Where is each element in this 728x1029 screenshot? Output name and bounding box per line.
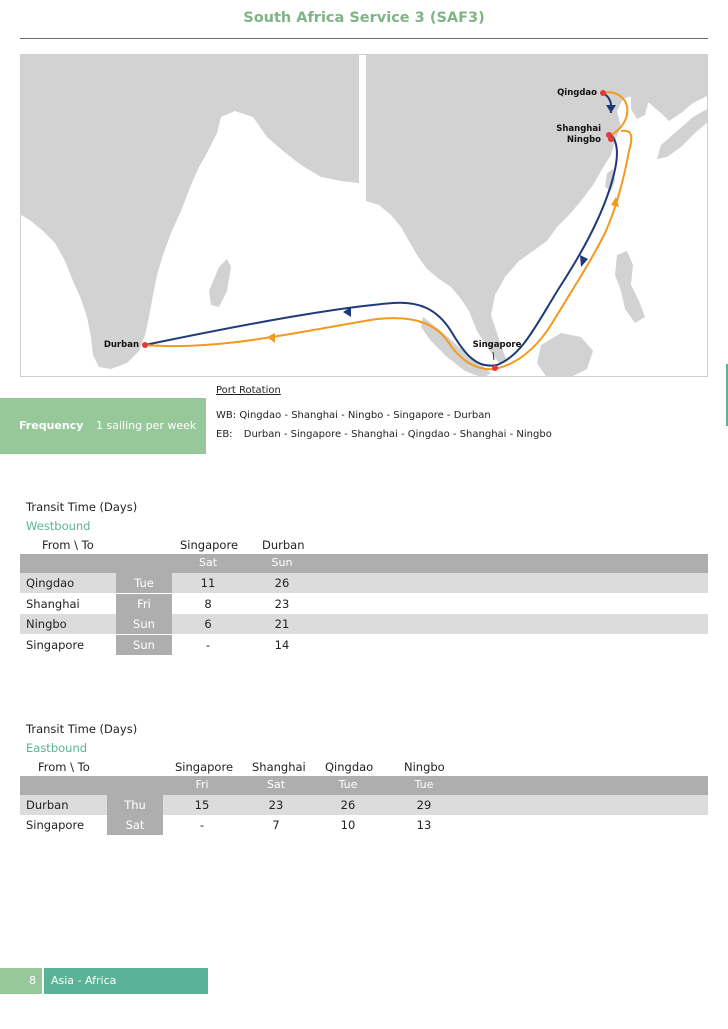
origin-port: Ningbo (26, 617, 67, 631)
transit-days: 21 (274, 617, 290, 631)
eastbound-dest-header-2: Shanghai (252, 760, 306, 774)
eastbound-code: EB: (216, 429, 233, 440)
transit-days: 14 (274, 638, 290, 652)
origin-day: Sat (107, 815, 163, 835)
transit-days: 8 (204, 597, 212, 611)
transit-days: 23 (274, 597, 290, 611)
port-dot-singapore (492, 365, 498, 371)
eastbound-dest-day-2: Sat (266, 778, 286, 791)
transit-days: 23 (268, 798, 284, 812)
westbound-dest-day-1: Sat (198, 556, 218, 569)
port-dot-durban (142, 342, 148, 348)
westbound-direction-label: Westbound (26, 519, 91, 533)
route-map-svg (21, 55, 708, 377)
origin-day: Sun (116, 635, 172, 655)
eastbound-rotation: Durban - Singapore - Shanghai - Qingdao - Shanghai - Ningbo (243, 429, 552, 440)
transit-days: - (199, 818, 205, 832)
origin-port: Qingdao (26, 576, 75, 590)
frequency-label: Frequency (19, 419, 84, 432)
transit-days: 15 (194, 798, 210, 812)
title-divider (20, 38, 708, 39)
table-row (20, 635, 708, 655)
westbound-dest-header-1: Singapore (180, 538, 239, 552)
port-rotation-eastbound (216, 429, 552, 440)
origin-day: Thu (107, 795, 163, 815)
eastbound-dest-day-4: Tue (414, 778, 434, 791)
origin-port: Singapore (26, 818, 85, 832)
philippines-landmass (615, 251, 645, 323)
port-label-qingdao: Qingdao (557, 88, 597, 98)
transit-days: 26 (340, 798, 356, 812)
borneo-landmass (537, 333, 593, 377)
origin-day: Fri (116, 594, 172, 614)
eastbound-dest-day-1: Fri (195, 778, 209, 791)
table-row (20, 614, 708, 634)
origin-port: Singapore (26, 638, 85, 652)
port-rotation-westbound (216, 410, 491, 421)
origin-port: Durban (26, 798, 69, 812)
asia-landmass (366, 55, 708, 363)
eastbound-dest-header-3: Qingdao (325, 760, 374, 774)
port-rotation-heading: Port Rotation (216, 385, 281, 396)
port-label-ningbo: Ningbo (566, 135, 601, 145)
transit-days: 10 (340, 818, 356, 832)
africa-landmass (21, 55, 359, 369)
transit-days: 11 (200, 576, 216, 590)
transit-days: 7 (272, 818, 280, 832)
table-row (20, 815, 708, 835)
madagascar-landmass (209, 259, 231, 307)
table-row (20, 594, 708, 614)
page-number: 8 (0, 968, 42, 994)
origin-day: Tue (116, 573, 172, 593)
westbound-dest-day-2: Sun (271, 556, 293, 569)
port-label-shanghai: Shanghai (556, 124, 601, 134)
port-label-durban: Durban (103, 340, 139, 350)
port-dot-qingdao (600, 90, 606, 96)
footer-section-label: Asia - Africa (44, 968, 208, 994)
eastbound-dest-day-3: Tue (338, 778, 358, 791)
port-label-singapore: Singapore (472, 340, 522, 350)
port-dot-ningbo (608, 136, 614, 142)
frequency-box (0, 398, 206, 454)
table-row (20, 573, 708, 593)
westbound-code: WB: (216, 410, 237, 421)
origin-day: Sun (116, 614, 172, 634)
westbound-transit-title: Transit Time (Days) (26, 500, 138, 514)
eastbound-direction-label: Eastbound (26, 741, 88, 755)
eastbound-transit-title: Transit Time (Days) (26, 722, 138, 736)
transit-days: - (205, 638, 211, 652)
transit-days: 29 (416, 798, 432, 812)
eastbound-from-to-header: From \ To (38, 760, 90, 774)
table-row (20, 795, 708, 815)
page-title: South Africa Service 3 (SAF3) (243, 10, 485, 26)
westbound-rotation: Qingdao - Shanghai - Ningbo - Singapore - Durban (239, 410, 491, 421)
eastbound-dest-header-4: Ningbo (404, 760, 445, 774)
origin-port: Shanghai (26, 597, 80, 611)
transit-days: 13 (416, 818, 432, 832)
route-map (20, 54, 708, 377)
transit-days: 6 (204, 617, 212, 631)
westbound-from-to-header: From \ To (42, 538, 94, 552)
frequency-value: 1 sailing per week (96, 419, 197, 432)
eastbound-dest-day-row (20, 776, 708, 795)
westbound-dest-header-2: Durban (262, 538, 305, 552)
transit-days: 26 (274, 576, 290, 590)
eastbound-dest-header-1: Singapore (175, 760, 234, 774)
westbound-dest-day-row (20, 554, 708, 573)
